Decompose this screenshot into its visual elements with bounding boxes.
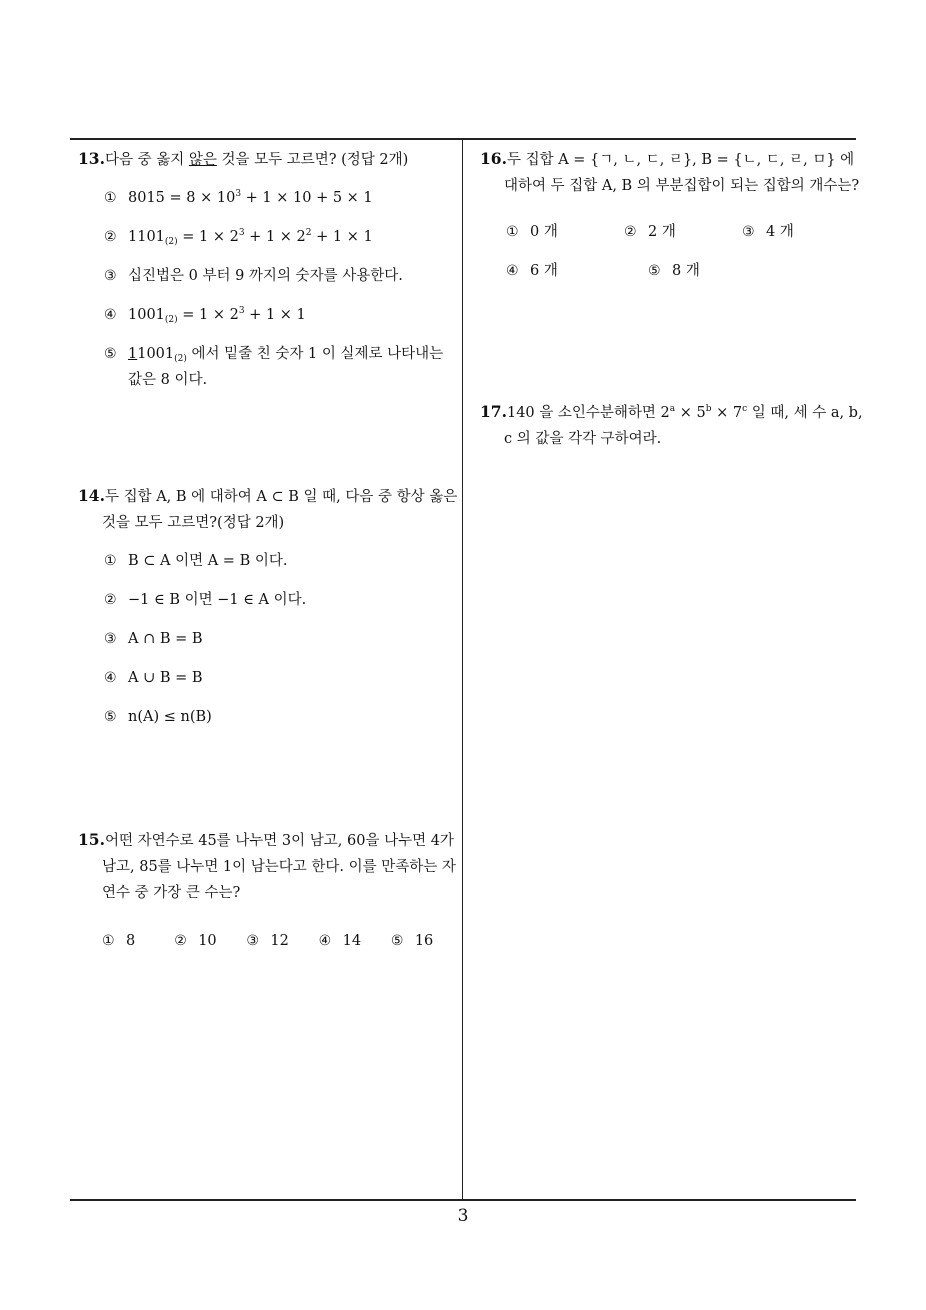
option-marker: ④ — [104, 307, 117, 323]
option-text: 0 개 — [530, 224, 558, 240]
option-4[interactable] — [319, 928, 391, 954]
question-13-prompt — [78, 146, 458, 173]
option-marker: ① — [104, 190, 117, 206]
option-text: A ∩ B = B — [128, 631, 203, 647]
question-number: 16. — [480, 149, 507, 168]
question-text: × 5 — [675, 405, 706, 421]
option-marker: ⑤ — [390, 933, 404, 949]
option-3[interactable] — [104, 263, 458, 289]
question-text: 어떤 자연수로 45를 나누면 3이 남고, 60을 나누면 4가 남고, 85를 나누면 1이 남는다고 한다. 이를 만족하는 자연수 중 가장 큰 수는? — [102, 833, 456, 901]
question-text: × 7 — [711, 405, 743, 421]
option-text: + 1 × 1 — [244, 307, 306, 323]
option-text: 16 — [414, 933, 434, 949]
option-text: 1101 — [128, 229, 165, 245]
option-row — [480, 219, 860, 245]
option-5[interactable] — [104, 704, 458, 730]
question-14 — [78, 483, 458, 743]
option-marker: ③ — [104, 631, 117, 647]
option-marker: ⑤ — [648, 263, 661, 279]
option-text: −1 ∈ B 이면 −1 ∈ A 이다. — [128, 592, 307, 608]
exponent: c — [742, 404, 748, 414]
option-text: 1001 — [128, 307, 165, 323]
question-number: 15. — [78, 830, 105, 849]
underlined-word: 않은 — [188, 152, 217, 168]
option-marker: ② — [624, 224, 637, 240]
base-subscript: (2) — [164, 237, 178, 247]
option-text: 12 — [270, 933, 289, 949]
option-text: + 1 × 1 — [311, 229, 373, 245]
option-text: 8015 = 8 × 10 — [128, 190, 236, 206]
option-text: 10 — [198, 933, 217, 949]
option-text: 14 — [342, 933, 362, 949]
option-5[interactable] — [648, 258, 790, 284]
option-4[interactable] — [104, 665, 458, 691]
option-text: 1001 — [137, 346, 175, 362]
question-text: 두 집합 A, B 에 대하여 A ⊂ B 일 때, 다음 중 항상 옳은 것을 모두 고르면?(정답 2개) — [102, 489, 458, 531]
base-subscript: (2) — [164, 315, 178, 325]
option-text: + 1 × 2 — [244, 229, 306, 245]
question-15-prompt — [78, 827, 463, 906]
option-text: A ∪ B = B — [128, 670, 203, 686]
question-number: 17. — [480, 402, 507, 421]
option-1[interactable] — [506, 219, 624, 245]
column-divider — [462, 139, 463, 1200]
exponent: 3 — [235, 189, 242, 199]
option-2[interactable] — [174, 928, 246, 954]
option-2[interactable] — [104, 587, 458, 613]
option-marker: ③ — [246, 933, 259, 949]
bottom-rule — [70, 1199, 856, 1201]
option-marker: ② — [174, 933, 187, 949]
exponent: a — [669, 404, 676, 414]
option-4[interactable] — [506, 258, 648, 284]
option-marker: ① — [506, 224, 519, 240]
question-14-prompt — [78, 483, 458, 536]
option-marker: ② — [104, 592, 117, 608]
option-list — [78, 928, 463, 954]
exponent: b — [705, 404, 712, 414]
option-2[interactable] — [624, 219, 742, 245]
option-text: 8 개 — [672, 263, 700, 279]
question-13 — [78, 146, 458, 406]
question-text: 140 을 소인수분해하면 2 — [506, 405, 670, 421]
option-3[interactable] — [246, 928, 318, 954]
option-marker: ⑤ — [104, 346, 117, 362]
option-text: n(A) ≤ n(B) — [128, 709, 212, 725]
option-3[interactable] — [104, 626, 458, 652]
question-17 — [480, 399, 864, 452]
option-text: 에서 밑줄 친 숫자 1 이 실제로 나타내는 값은 8 이다. — [128, 346, 444, 388]
question-text: 두 집합 A = {ㄱ, ㄴ, ㄷ, ㄹ}, B = {ㄴ, ㄷ, ㄹ, ㅁ} 에 대하여 두 집합 A, B 의 부분집합이 되는 집합의 개수는? — [504, 152, 860, 194]
option-list — [78, 548, 458, 730]
question-text: 다음 중 옳지 — [104, 152, 189, 168]
option-1[interactable] — [102, 928, 174, 954]
option-marker: ④ — [506, 263, 519, 279]
exponent: 3 — [238, 306, 245, 316]
option-4[interactable] — [104, 302, 458, 328]
option-text: 6 개 — [530, 263, 558, 279]
option-5[interactable] — [391, 928, 463, 954]
option-text: 4 개 — [766, 224, 794, 240]
option-text: + 1 × 10 + 5 × 1 — [241, 190, 373, 206]
question-17-prompt — [480, 399, 864, 452]
option-text: 십진법은 0 부터 9 까지의 숫자를 사용한다. — [128, 268, 403, 284]
question-16 — [480, 146, 860, 284]
option-marker: ① — [104, 553, 117, 569]
option-marker: ④ — [104, 670, 117, 686]
option-text: 2 개 — [648, 224, 676, 240]
question-text: 일 때, 세 수 a, b, c 의 값을 각각 구하여라. — [504, 405, 863, 447]
question-text: 것을 모두 고르면? (정답 2개) — [216, 152, 409, 168]
option-list — [78, 185, 458, 393]
question-16-prompt — [480, 146, 860, 199]
question-number: 13. — [78, 149, 105, 168]
option-marker: ⑤ — [104, 709, 117, 725]
option-5[interactable] — [104, 341, 458, 393]
option-marker: ① — [102, 933, 115, 949]
option-text: = 1 × 2 — [177, 229, 239, 245]
option-3[interactable] — [742, 219, 860, 245]
question-number: 14. — [78, 486, 105, 505]
option-marker: ③ — [742, 224, 755, 240]
page-number: 3 — [457, 1206, 469, 1226]
underlined-digit: 1 — [128, 346, 138, 362]
option-text: B ⊂ A 이면 A = B 이다. — [128, 553, 288, 569]
question-15 — [78, 827, 463, 954]
option-text: 8 — [126, 933, 136, 949]
option-1[interactable] — [104, 185, 458, 211]
option-1[interactable] — [104, 548, 458, 574]
exponent: 2 — [305, 228, 312, 238]
option-2[interactable] — [104, 224, 458, 250]
base-subscript: (2) — [174, 354, 187, 364]
option-marker: ③ — [104, 268, 117, 284]
exponent: 3 — [238, 228, 245, 238]
option-text: = 1 × 2 — [177, 307, 239, 323]
option-marker: ④ — [318, 933, 332, 949]
option-marker: ② — [104, 229, 117, 245]
option-row — [480, 258, 860, 284]
